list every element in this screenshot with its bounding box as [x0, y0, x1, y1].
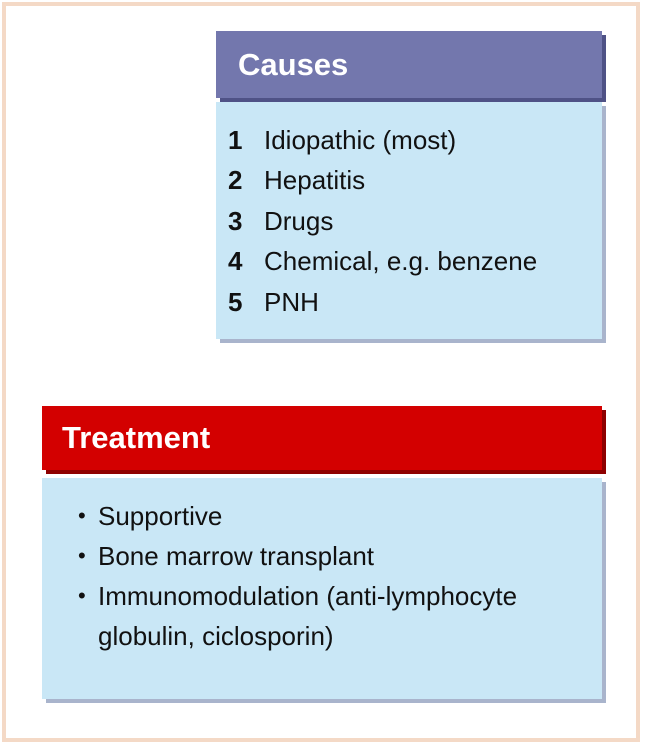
list-item — [228, 120, 602, 161]
list-item — [228, 282, 602, 323]
causes-header: Causes — [216, 31, 602, 98]
item-text: Supportive — [98, 501, 223, 531]
item-text: Immunomodulation (anti-lymphocyte globulin, ciclosporin) — [98, 581, 518, 651]
item-number: 3 — [228, 205, 243, 236]
item-text: Idiopathic (most) — [264, 124, 457, 155]
item-text: PNH — [264, 286, 319, 317]
causes-panel — [216, 31, 602, 339]
item-number: 4 — [228, 246, 243, 277]
item-text: Drugs — [264, 205, 334, 236]
bullet-icon: • — [78, 503, 86, 528]
list-item — [228, 242, 602, 283]
item-number: 1 — [228, 124, 243, 155]
bullet-icon: • — [78, 543, 86, 568]
treatment-panel — [42, 406, 602, 699]
item-text: Chemical, e.g. benzene — [264, 246, 538, 277]
causes-list — [216, 102, 602, 339]
list-item — [78, 536, 602, 576]
list-item — [228, 161, 602, 202]
list-item — [78, 496, 602, 536]
treatment-list — [42, 478, 602, 699]
item-number: 2 — [228, 165, 243, 196]
item-text: Bone marrow transplant — [98, 541, 375, 571]
list-item — [228, 201, 602, 242]
list-item — [78, 576, 602, 656]
item-text: Hepatitis — [264, 165, 366, 196]
bullet-icon: • — [78, 583, 86, 608]
treatment-header: Treatment — [42, 406, 602, 470]
item-number: 5 — [228, 286, 243, 317]
